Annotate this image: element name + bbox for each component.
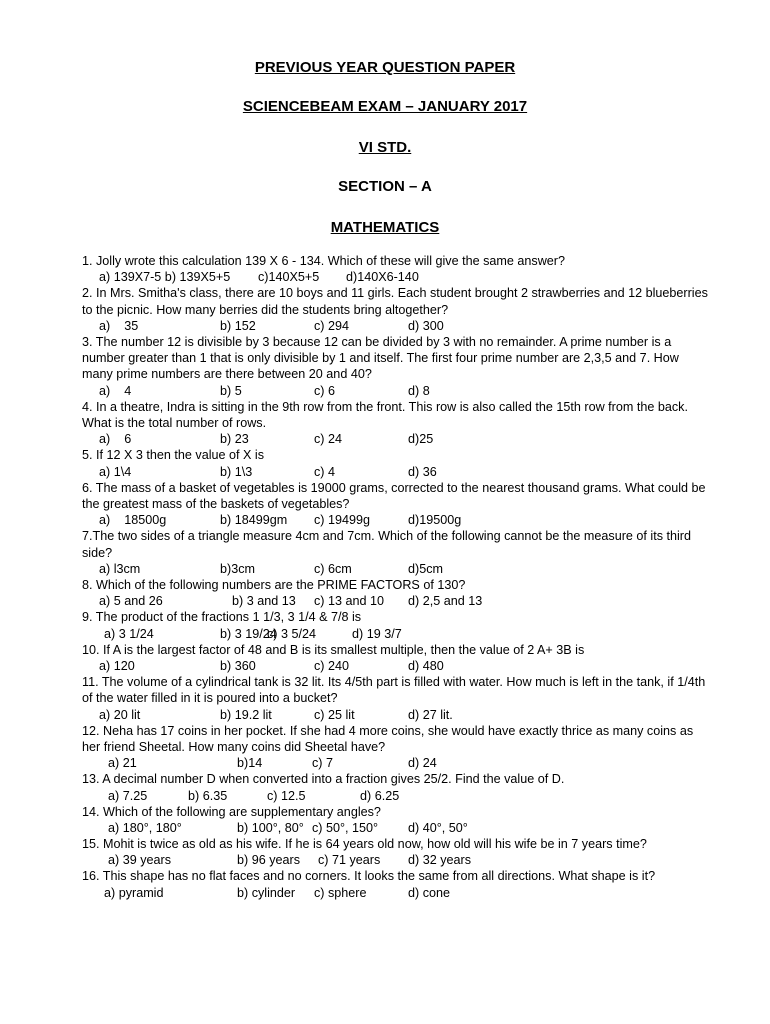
answer-option: c) 50°, 150° bbox=[312, 820, 379, 835]
answer-options bbox=[82, 788, 712, 804]
question-text: 1. Jolly wrote this calculation 139 X 6 - 134. Which of these will give the same answer? bbox=[82, 254, 565, 268]
title-paper: PREVIOUS YEAR QUESTION PAPER bbox=[254, 59, 516, 76]
answer-option: c) 294 bbox=[314, 318, 350, 333]
question-list bbox=[82, 253, 712, 901]
answer-option: c) 240 bbox=[314, 658, 350, 673]
answer-option: b) 23 bbox=[220, 432, 249, 447]
answer-option: d) cone bbox=[408, 885, 451, 900]
answer-option: a) 21 bbox=[108, 756, 137, 771]
question-text: 15. Mohit is twice as old as his wife. If he is 64 years old now, how old will his wife be in 7 years time? bbox=[82, 837, 647, 852]
question-text: 5. If 12 X 3 then the value of X is bbox=[82, 448, 265, 463]
question-text: 9. The product of the fractions 1 1/3, 3 1/4 & 7/8 is bbox=[82, 610, 362, 625]
answer-option: d) 300 bbox=[408, 318, 444, 333]
answer-options bbox=[82, 464, 712, 480]
answer-options bbox=[82, 383, 712, 399]
answer-options bbox=[82, 852, 712, 868]
answer-option: a) 20 lit bbox=[99, 707, 141, 722]
answer-option: b)14 bbox=[237, 756, 263, 771]
answer-option: c) 24 bbox=[314, 432, 342, 447]
answer-options bbox=[82, 431, 712, 447]
answer-option: b) cylinder bbox=[237, 885, 296, 900]
answer-option: b) 6.35 bbox=[188, 788, 228, 803]
title-class: VI STD. bbox=[358, 139, 412, 156]
answer-option: c) 19499g bbox=[314, 513, 371, 528]
answer-option: b) 5 bbox=[220, 383, 242, 398]
question-text: 11. The volume of a cylindrical tank is 32 lit. Its 4/5th part is filled with water. How much is left in the tank, if 1/4th of the water filled in it is poured into a bucket? bbox=[82, 675, 706, 706]
question-item bbox=[82, 334, 712, 399]
answer-option: d) 480 bbox=[408, 658, 444, 673]
question-item bbox=[82, 447, 712, 479]
question-text: 8. Which of the following numbers are the PRIME FACTORS of 130? bbox=[82, 577, 466, 592]
question-text: 4. In a theatre, Indra is sitting in the 9th row from the front. This row is also called the 15th row from the back. What is the total number of rows. bbox=[82, 399, 688, 430]
answer-option: b) 96 years bbox=[237, 853, 300, 868]
answer-options bbox=[82, 561, 712, 577]
question-item bbox=[82, 528, 712, 577]
question-item bbox=[82, 674, 712, 723]
answer-option: d) 32 years bbox=[408, 853, 471, 868]
question-item bbox=[82, 480, 712, 529]
answer-option: a) 1\4 bbox=[99, 464, 132, 479]
answer-options bbox=[82, 885, 712, 901]
question-item bbox=[82, 609, 712, 641]
answer-option: b) 360 bbox=[220, 658, 256, 673]
answer-option: b) 18499gm bbox=[220, 513, 288, 528]
question-text: 6. The mass of a basket of vegetables is 19000 grams, corrected to the nearest thousand grams. What could be the greatest mass of the baskets of vegetables? bbox=[82, 480, 706, 511]
answer-option: a) 35 bbox=[99, 318, 139, 333]
question-item bbox=[82, 577, 712, 609]
answer-option: a) 39 years bbox=[108, 853, 171, 868]
answer-option: b) 19.2 lit bbox=[220, 707, 272, 722]
answer-option: c) 7 bbox=[312, 756, 333, 771]
answer-option: d) 2,5 and 13 bbox=[408, 594, 483, 609]
question-item bbox=[82, 868, 712, 900]
question-item bbox=[82, 253, 712, 285]
question-item bbox=[82, 771, 712, 803]
answer-option: a) l3cm bbox=[99, 561, 141, 576]
question-item bbox=[82, 285, 712, 334]
answer-option: d) 24 bbox=[408, 756, 437, 771]
answer-options bbox=[82, 593, 712, 609]
answer-option: c) 25 lit bbox=[314, 707, 355, 722]
question-text: 14. Which of the following are supplementary angles? bbox=[82, 804, 381, 819]
answer-option: d)25 bbox=[408, 432, 434, 447]
answer-options bbox=[82, 658, 712, 674]
answer-option: b)3cm bbox=[220, 561, 255, 576]
answer-option: a) 6 bbox=[99, 432, 132, 447]
question-item bbox=[82, 836, 712, 868]
answer-option: b) 3 and 13 bbox=[232, 594, 296, 609]
question-text: 12. Neha has 17 coins in her pocket. If she had 4 more coins, she would have exactly thrice as many coins as her friend Sheetal. How many coins did Sheetal have? bbox=[82, 723, 694, 754]
answer-option: b) 152 bbox=[220, 318, 256, 333]
answer-options bbox=[82, 755, 712, 771]
question-text: 2. In Mrs. Smitha's class, there are 10 boys and 11 girls. Each student brought 2 strawberries and 12 blueberries to the picnic. How many berries did the students bring altogether? bbox=[82, 286, 708, 317]
answer-option: a) pyramid bbox=[104, 885, 164, 900]
answer-option: b) 1\3 bbox=[220, 464, 253, 479]
answer-option: d)140X6-140 bbox=[346, 270, 419, 285]
question-item bbox=[82, 642, 712, 674]
title-subject: MATHEMATICS bbox=[330, 219, 440, 236]
question-item bbox=[82, 804, 712, 836]
answer-option: d) 27 lit. bbox=[408, 707, 453, 722]
answer-option: d) 6.25 bbox=[360, 788, 400, 803]
answer-option: a) 18500g bbox=[99, 513, 167, 528]
question-text: 16. This shape has no flat faces and no corners. It looks the same from all directions. What shape is it? bbox=[82, 869, 656, 884]
answer-options bbox=[82, 820, 712, 836]
answer-option: c) 71 years bbox=[318, 853, 381, 868]
answer-option: d) 36 bbox=[408, 464, 437, 479]
answer-option: c) 13 and 10 bbox=[314, 594, 385, 609]
answer-options bbox=[82, 269, 712, 285]
question-item bbox=[82, 723, 712, 772]
answer-option: c) 6 bbox=[314, 383, 335, 398]
answer-option: a) 7.25 bbox=[108, 788, 148, 803]
answer-option: d) 19 3/7 bbox=[352, 626, 402, 641]
title-section: SECTION – A bbox=[338, 178, 432, 195]
answer-option: b) 3 19/24 bbox=[220, 626, 277, 641]
answer-option: a) 3 1/24 bbox=[104, 626, 154, 641]
answer-option: d)19500g bbox=[408, 513, 462, 528]
answer-options bbox=[82, 512, 712, 528]
question-item bbox=[82, 399, 712, 448]
answer-option: c)140X5+5 bbox=[258, 270, 320, 285]
answer-option: a) 139X7-5 b) 139X5+5 bbox=[99, 270, 231, 285]
answer-option: d) 8 bbox=[408, 383, 430, 398]
answer-option: c) 3 5/24 bbox=[267, 626, 317, 641]
answer-option: d) 40°, 50° bbox=[408, 820, 468, 835]
question-text: 10. If A is the largest factor of 48 and B is its smallest multiple, then the value of 2 A+ 3B is bbox=[82, 642, 585, 657]
answer-option: c) 12.5 bbox=[267, 788, 306, 803]
question-text: 13. A decimal number D when converted into a fraction gives 25/2. Find the value of D. bbox=[82, 772, 565, 787]
answer-option: a) 120 bbox=[99, 658, 135, 673]
answer-option: a) 5 and 26 bbox=[99, 594, 163, 609]
answer-option: c) 4 bbox=[314, 464, 335, 479]
answer-option: c) sphere bbox=[314, 885, 367, 900]
answer-option: a) 4 bbox=[99, 383, 132, 398]
answer-option: a) 180°, 180° bbox=[108, 820, 182, 835]
answer-option: b) 100°, 80° bbox=[237, 820, 304, 835]
question-text: 3. The number 12 is divisible by 3 because 12 can be divided by 3 with no remainder. A prime number is a number greater than 1 that is only divisible by 1 and itself. The first four prime number are 2,3,5 and 7. How many prime numbers are there between 20 and 40? bbox=[82, 334, 679, 382]
answer-options bbox=[82, 318, 712, 334]
answer-option: d)5cm bbox=[408, 561, 443, 576]
title-exam: SCIENCEBEAM EXAM – JANUARY 2017 bbox=[242, 98, 528, 115]
answer-option: c) 6cm bbox=[314, 561, 352, 576]
question-text: 7.The two sides of a triangle measure 4cm and 7cm. Which of the following cannot be the measure of its third side? bbox=[82, 529, 692, 560]
answer-options bbox=[82, 626, 712, 642]
answer-options bbox=[82, 707, 712, 723]
